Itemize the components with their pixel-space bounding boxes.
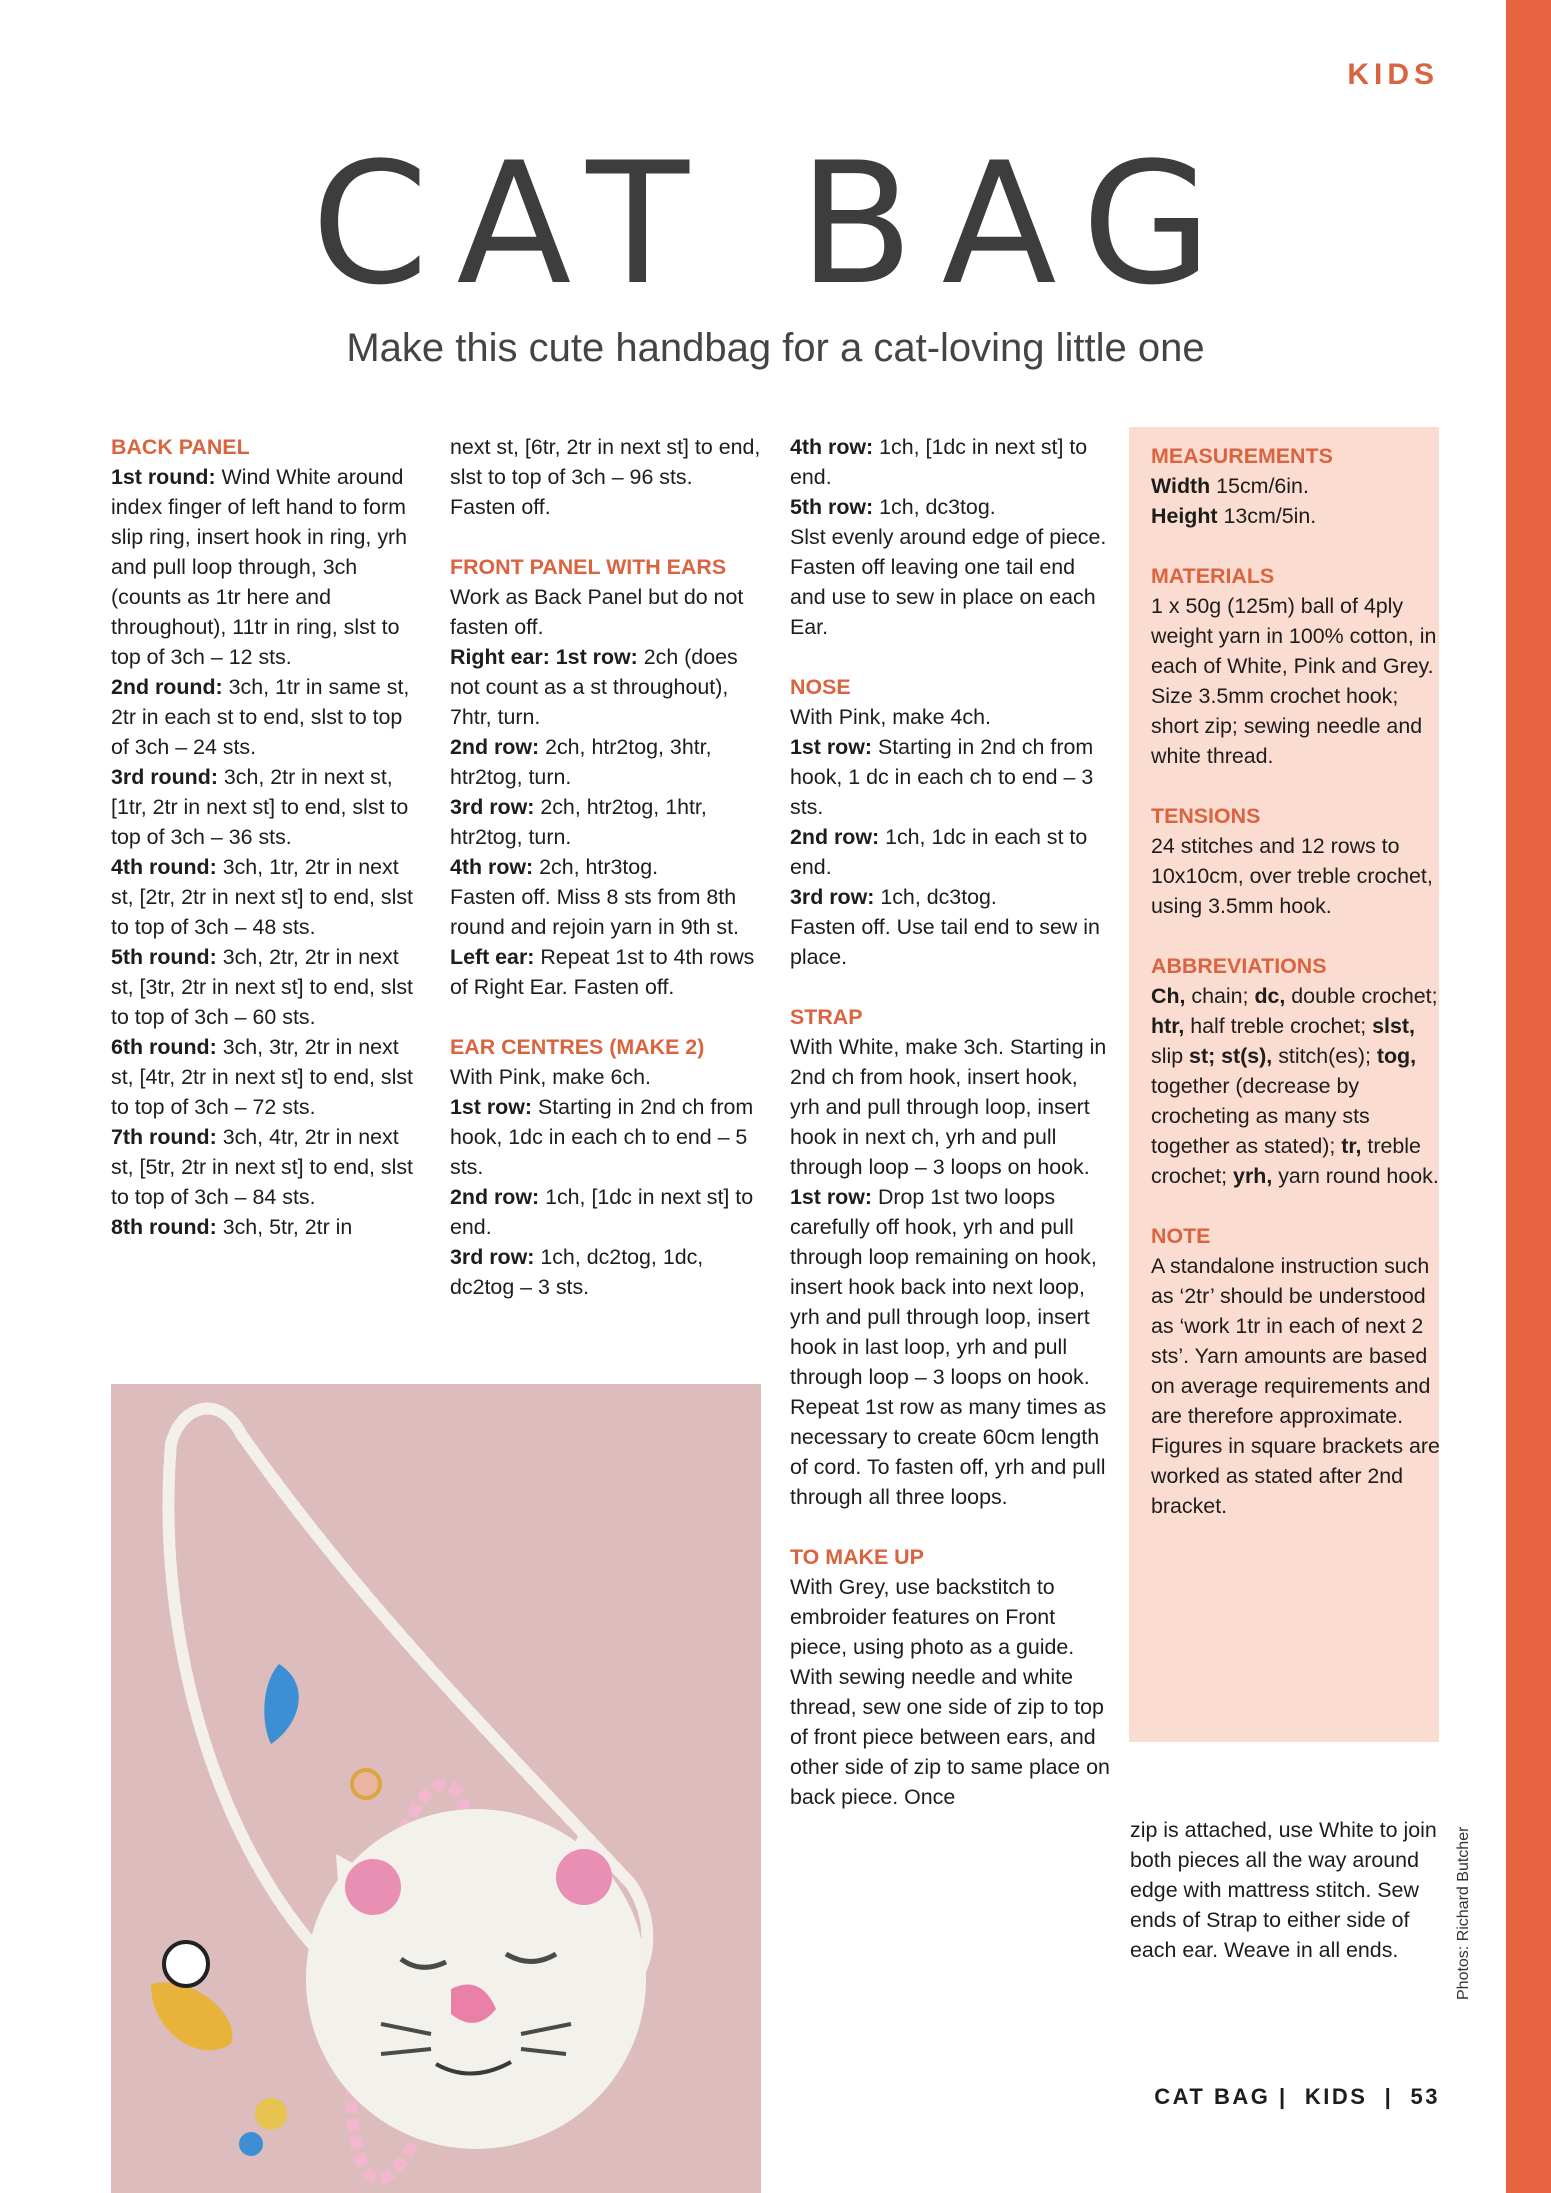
ear-centres-row-5: 5th row: 1ch, dc3tog. bbox=[790, 495, 996, 519]
section-tag: KIDS bbox=[1347, 58, 1439, 91]
front-intro: Work as Back Panel but do not fasten off. bbox=[450, 585, 744, 639]
heading-tensions: TENSIONS bbox=[1151, 804, 1261, 828]
strap-intro: With White, make 3ch. Starting in 2nd ch from hook, insert hook, yrh and pull through loop, insert hook in next ch, yrh and pull through loop – 3 loops on hook. bbox=[790, 1035, 1107, 1179]
make-up-text: With Grey, use backstitch to embroider features on Front piece, using photo as a guide. With sewing needle and white thread, sew one side of zip to top of front piece between ears, and other side of zip to same place on back piece. Once bbox=[790, 1575, 1110, 1809]
measure-height: Height 13cm/5in. bbox=[1151, 504, 1317, 528]
ear-centres-fasten: Fasten off leaving one tail end and use to sew in place on each Ear. bbox=[790, 555, 1096, 639]
right-ear-note: Fasten off. Miss 8 sts from 8th round and rejoin yarn in 9th st. bbox=[450, 885, 739, 939]
column-1 bbox=[111, 432, 426, 1242]
heading-ear-centres: EAR CENTRES (MAKE 2) bbox=[450, 1035, 705, 1059]
abbreviations-text: Ch, chain; dc, double crochet; htr, half treble crochet; slst, slip st; st(s), stitch(es); tog, together (decrease by crocheting as many sts together as stated); tr, treble crochet; yrh, yarn round hook. bbox=[1151, 984, 1439, 1188]
column-4 bbox=[1130, 1815, 1460, 1965]
back-round-4: 4th round: 3ch, 1tr, 2tr in next st, [2tr, 2tr in next st] to end, slst to top of 3ch – 48 sts. bbox=[111, 855, 413, 939]
info-content bbox=[1151, 441, 1441, 1521]
column-2 bbox=[450, 432, 770, 1302]
nose-row-3: 3rd row: 1ch, dc3tog. bbox=[790, 885, 997, 909]
back-round-5: 5th round: 3ch, 2tr, 2tr in next st, [3tr, 2tr in next st] to end, slst to top of 3ch – 60 sts. bbox=[111, 945, 413, 1029]
back-round-3: 3rd round: 3ch, 2tr in next st, [1tr, 2tr in next st] to end, slst to top of 3ch – 36 sts. bbox=[111, 765, 409, 849]
back-round-1: 1st round: Wind White around index finger of left hand to form slip ring, insert hook in ring, yrh and pull loop through, 3ch (counts as 1tr here and throughout), 11tr in ring, slst to top of 3ch – 12 sts. bbox=[111, 465, 408, 669]
heading-measurements: MEASUREMENTS bbox=[1151, 444, 1333, 468]
ear-centres-slst: Slst evenly around edge of piece. bbox=[790, 525, 1107, 549]
ear-centres-row-2: 2nd row: 1ch, [1dc in next st] to end. bbox=[450, 1185, 754, 1239]
strap-row-1: 1st row: Drop 1st two loops carefully off hook, yrh and pull through loop remaining on hook, insert hook back into next loop, yrh and pull through loop, insert hook in last loop, yrh and pull through loop – 3 loops on hook. bbox=[790, 1185, 1097, 1389]
measure-width: Width 15cm/6in. bbox=[1151, 474, 1309, 498]
column-3 bbox=[790, 432, 1110, 1812]
heading-abbreviations: ABBREVIATIONS bbox=[1151, 954, 1327, 978]
nose-row-2: 2nd row: 1ch, 1dc in each st to end. bbox=[790, 825, 1088, 879]
cat-bag-illustration bbox=[111, 1384, 761, 2193]
page-title: CAT BAG bbox=[311, 126, 1240, 322]
materials-text: 1 x 50g (125m) ball of 4ply weight yarn in 100% cotton, in each of White, Pink and Grey. Size 3.5mm crochet hook; short zip; sewing needle and white thread. bbox=[1151, 594, 1437, 768]
right-ear-row-4: 4th row: 2ch, htr3tog. bbox=[450, 855, 659, 879]
ear-centres-row-1: 1st row: Starting in 2nd ch from hook, 1dc in each ch to end – 5 sts. bbox=[450, 1095, 754, 1179]
strap-repeat: Repeat 1st row as many times as necessary to create 60cm length of cord. To fasten off, yrh and pull through all three loops. bbox=[790, 1395, 1107, 1509]
right-ear-row-2: 2nd row: 2ch, htr2tog, 3htr, htr2tog, turn. bbox=[450, 735, 712, 789]
nose-row-1: 1st row: Starting in 2nd ch from hook, 1 dc in each ch to end – 3 sts. bbox=[790, 735, 1094, 819]
right-ear-row-1: Right ear: 1st row: 2ch (does not count as a st throughout), 7htr, turn. bbox=[450, 645, 738, 729]
heading-note: NOTE bbox=[1151, 1224, 1211, 1248]
back-round-7: 7th round: 3ch, 4tr, 2tr in next st, [5tr, 2tr in next st] to end, slst to top of 3ch – 84 sts. bbox=[111, 1125, 413, 1209]
back-round-8: 8th round: 3ch, 5tr, 2tr in bbox=[111, 1215, 353, 1239]
heading-strap: STRAP bbox=[790, 1005, 863, 1029]
left-ear: Left ear: Repeat 1st to 4th rows of Right Ear. Fasten off. bbox=[450, 945, 755, 999]
note-text: A standalone instruction such as ‘2tr’ should be understood as ‘work 1tr in each of next 2 sts’. Yarn amounts are based on average requirements and are therefore approximate. Figures in square brackets are worked as stated after 2nd bracket. bbox=[1151, 1254, 1440, 1518]
page-subtitle: Make this cute handbag for a cat-loving little one bbox=[346, 326, 1205, 370]
ear-centres-row-3: 3rd row: 1ch, dc2tog, 1dc, dc2tog – 3 sts. bbox=[450, 1245, 704, 1299]
cat-bag-photo bbox=[111, 1384, 761, 2193]
photo-credit: Photos: Richard Butcher bbox=[1455, 1826, 1472, 2000]
heading-front-panel: FRONT PANEL WITH EARS bbox=[450, 555, 727, 579]
nose-fasten: Fasten off. Use tail end to sew in place. bbox=[790, 915, 1100, 969]
info-box bbox=[1129, 427, 1439, 1742]
back-round-6: 6th round: 3ch, 3tr, 2tr in next st, [4tr, 2tr in next st] to end, slst to top of 3ch – 72 sts. bbox=[111, 1035, 413, 1119]
heading-make-up: TO MAKE UP bbox=[790, 1545, 924, 1569]
ear-centres-row-4: 4th row: 1ch, [1dc in next st] to end. bbox=[790, 435, 1088, 489]
ear-centres-intro: With Pink, make 6ch. bbox=[450, 1065, 651, 1089]
nose-intro: With Pink, make 4ch. bbox=[790, 705, 991, 729]
back-round-2: 2nd round: 3ch, 1tr in same st, 2tr in each st to end, slst to top of 3ch – 24 sts. bbox=[111, 675, 410, 759]
fasten-off: Fasten off. bbox=[450, 495, 551, 519]
page-footer: CAT BAG | KIDS | 53 bbox=[1154, 2084, 1440, 2109]
tensions-text: 24 stitches and 12 rows to 10x10cm, over treble crochet, using 3.5mm hook. bbox=[1151, 834, 1433, 918]
make-up-cont: zip is attached, use White to join both pieces all the way around edge with mattress stitch. Sew ends of Strap to either side of each ear. Weave in all ends. bbox=[1130, 1818, 1437, 1962]
right-ear-row-3: 3rd row: 2ch, htr2tog, 1htr, htr2tog, turn. bbox=[450, 795, 707, 849]
heading-materials: MATERIALS bbox=[1151, 564, 1275, 588]
heading-nose: NOSE bbox=[790, 675, 851, 699]
heading-back-panel: BACK PANEL bbox=[111, 435, 250, 459]
back-round-8-cont: next st, [6tr, 2tr in next st] to end, slst to top of 3ch – 96 sts. bbox=[450, 435, 761, 489]
